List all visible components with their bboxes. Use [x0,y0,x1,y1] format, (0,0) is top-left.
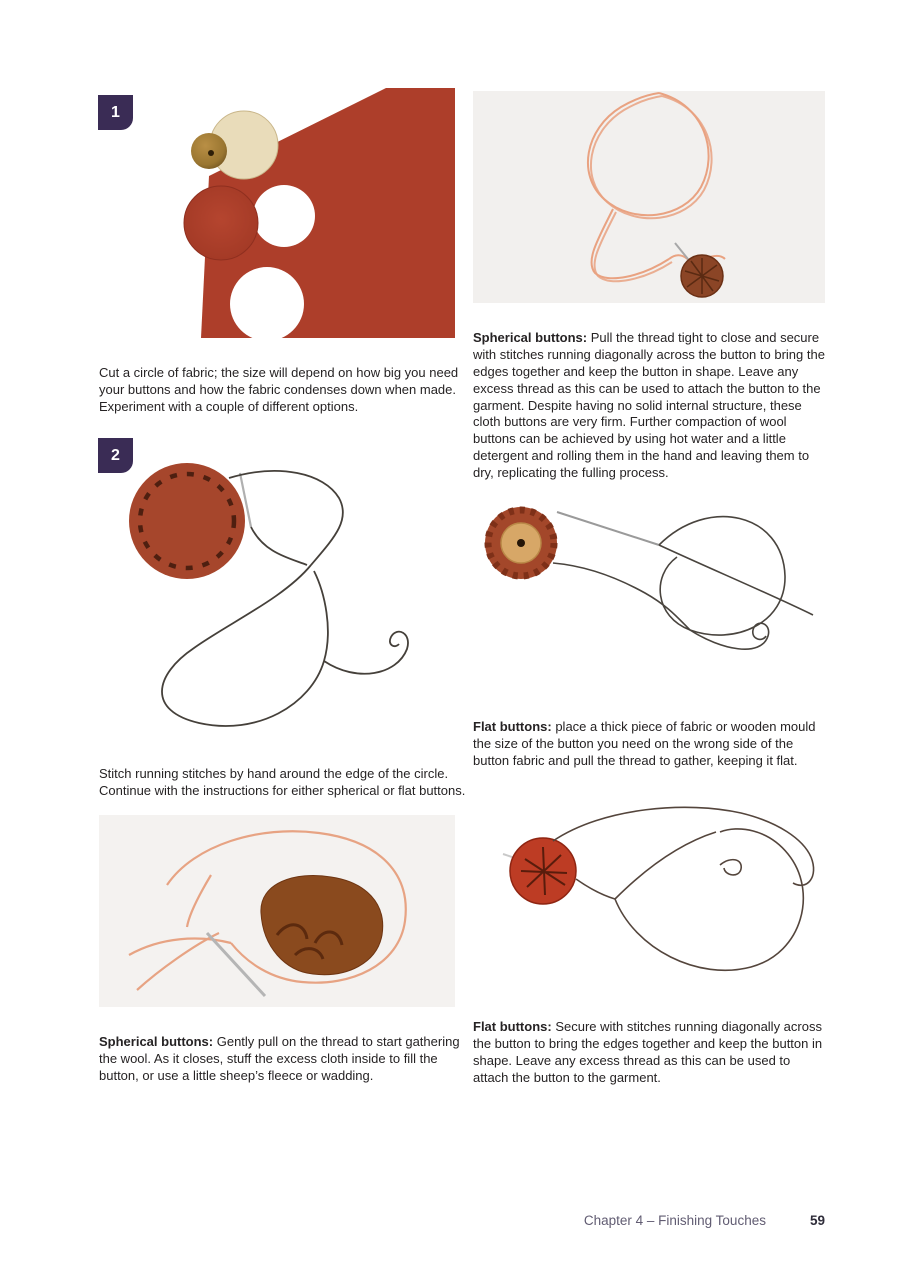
caption-flat-mould-lead: Flat buttons: [473,719,552,734]
caption-flat-secure-lead: Flat buttons: [473,1019,552,1034]
caption-flat-mould [473,719,829,770]
caption-spherical-gather-lead: Spherical buttons: [99,1034,214,1049]
fabric-circles-photo [99,88,455,338]
caption-running-stitches [99,766,467,800]
cut-hole-1 [253,185,315,247]
caption-spherical-gather [99,1034,467,1085]
spherical-gather-photo [99,815,455,1007]
needle [207,933,265,996]
figure-running-stitches [99,443,455,740]
caption-flat-secure-body: Secure with stitches running diagonally across the button to bring the edges together and keep the button in shape. Leave any excess thread as this can be used to attach the button to the garment. [473,1019,823,1085]
caption-running-stitches-text: Stitch running stitches by hand around the edge of the circle. Continue with the instructions for either spherical or flat buttons. [99,766,466,798]
caption-cut-circle-text: Cut a circle of fabric; the size will depend on how big you need your buttons and how the fabric condenses down when made. Experiment with a couple of different options. [99,365,459,414]
step-2-badge [98,438,133,473]
page-number: 59 [809,1213,825,1228]
caption-flat-secure [473,1019,829,1087]
step-1-badge [98,95,133,130]
fabric-circle-rust [184,186,258,260]
running-stitches-photo [99,443,455,740]
caption-cut-circle [99,365,467,416]
mould-hole [517,539,525,547]
dark-thread [553,517,813,650]
dark-thread [553,807,814,970]
chapter-title: Chapter 4 – Finishing Touches [583,1213,766,1228]
page-footer [473,1213,825,1228]
figure-spherical-thread [473,91,825,303]
figure-fabric-circles [99,88,455,338]
caption-spherical-pull-body: Pull the thread tight to close and secure with stitches running diagonally across the button to bring the edges together and keep the button in shape. Leave any excess thread as this can be used to attach the button to the garment. Despite having no solid internal structure, these cloth buttons are very firm. Further compaction of wool buttons can be achieved by using hot water and a little detergent and rolling them in the hand and leaving them to dry, replicating the fulling process. [473,330,825,481]
flat-mould-photo [473,478,825,691]
caption-spherical-pull-lead: Spherical buttons: [473,330,588,345]
caption-spherical-pull [473,330,829,482]
caption-flat-mould-body: place a thick piece of fabric or wooden mould the size of the button you need on the wrong side of the button fabric and pull the thread to gather, keeping it flat. [473,719,816,768]
ruffled-rosette [485,507,557,579]
figure-flat-mould [473,478,825,691]
step-1-number: 1 [111,103,120,121]
cut-hole-2 [230,267,304,338]
flat-secure-photo [473,799,825,993]
needle [557,512,659,545]
peach-thread [588,93,725,281]
wool-fabric-blob [261,876,383,975]
figure-spherical-gather [99,815,455,1007]
figure-flat-secure [473,799,825,993]
stitched-fabric-circle [129,463,245,579]
gold-button-hole [208,150,214,156]
spherical-thread-photo [473,91,825,303]
step-2-number: 2 [111,446,120,464]
caption-spherical-gather-body: Gently pull on the thread to start gathering the wool. As it closes, stuff the excess cloth inside to fill the button, or use a little sheep’s fleece or wadding. [99,1034,460,1083]
